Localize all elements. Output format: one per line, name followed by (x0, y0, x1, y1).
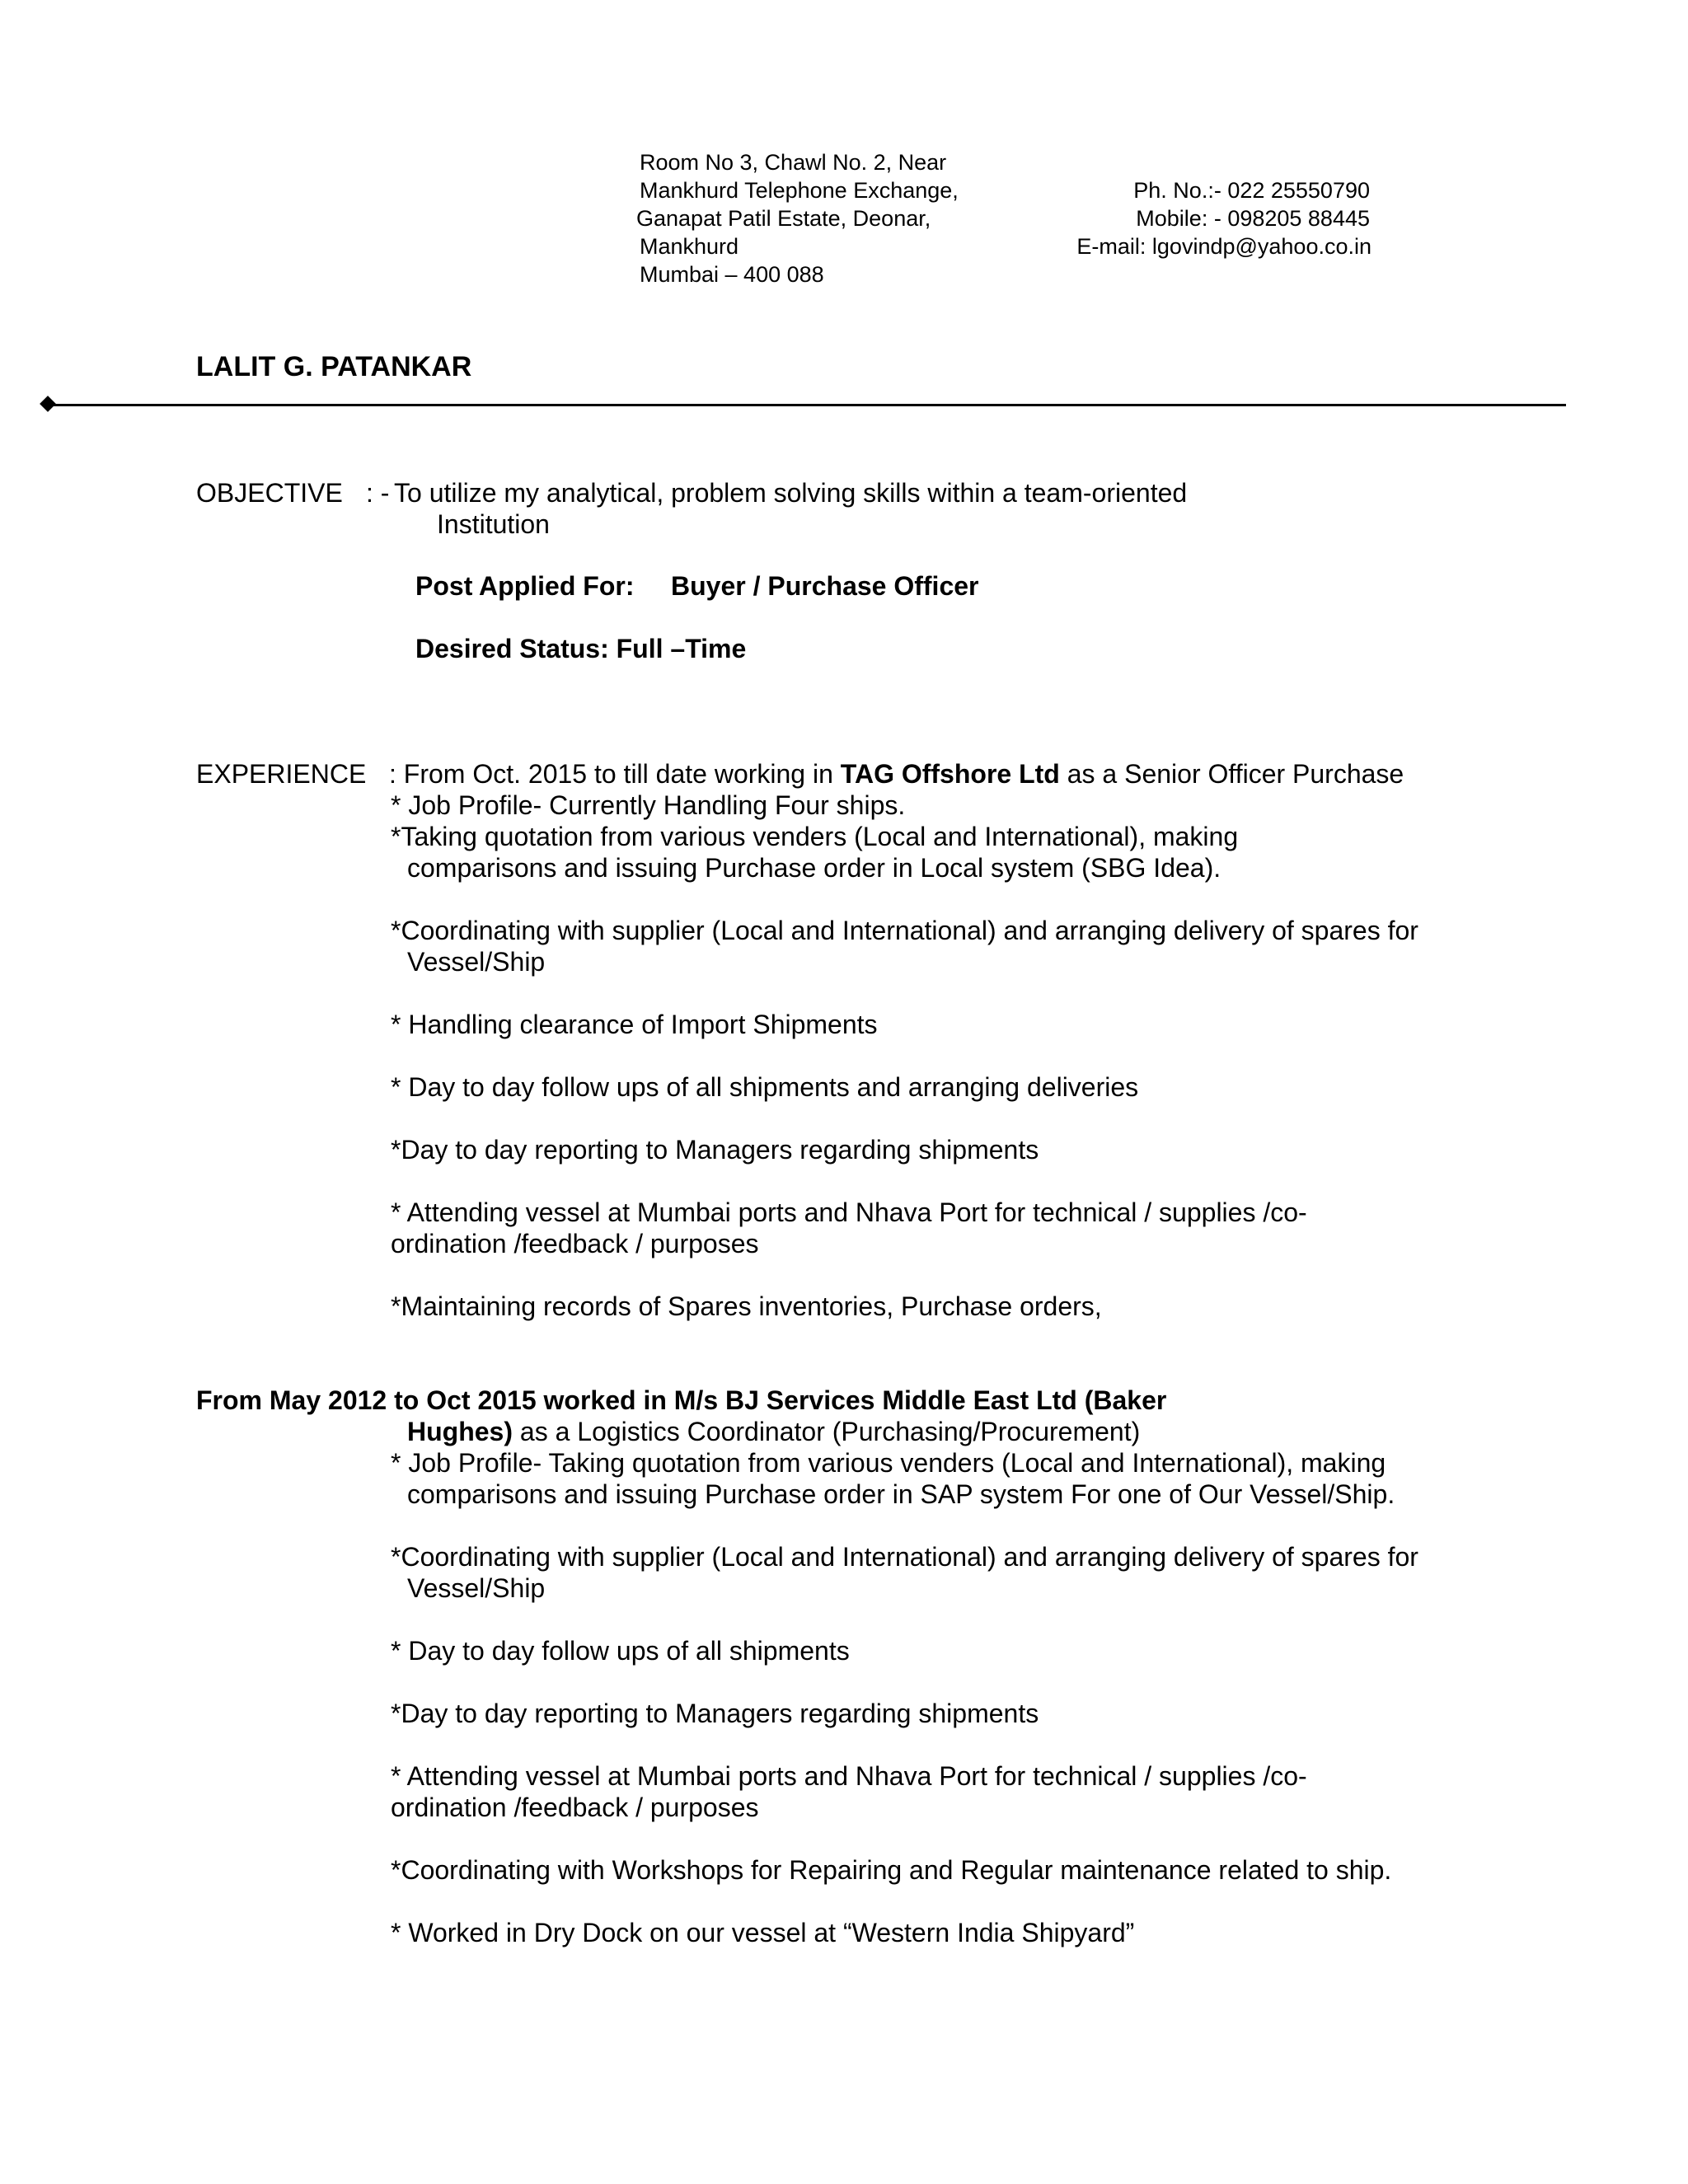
job2-line: * Attending vessel at Mumbai ports and Nhava Port for technical / supplies /co- (391, 1761, 1307, 1791)
job1-line: comparisons and issuing Purchase order in Local system (SBG Idea). (407, 853, 1221, 883)
objective-text-line1: To utilize my analytical, problem solving skills within a team-oriented (394, 478, 1188, 508)
job2-heading-line1: From May 2012 to Oct 2015 worked in M/s BJ Services Middle East Ltd (Baker (196, 1385, 1167, 1415)
job1-line: * Handling clearance of Import Shipments (391, 1010, 878, 1039)
job1-suffix: as a Senior Officer Purchase (1067, 759, 1404, 789)
job2-role: as a Logistics Coordinator (Purchasing/Procurement) (519, 1417, 1141, 1446)
address-line-5: Mumbai – 400 088 (640, 262, 824, 287)
job2-line: *Coordinating with Workshops for Repairing and Regular maintenance related to ship. (391, 1855, 1392, 1885)
email-address: E-mail: lgovindp@yahoo.co.in (1076, 234, 1372, 259)
job2-line: * Job Profile- Taking quotation from various venders (Local and International), making (391, 1448, 1386, 1478)
job1-line: *Day to day reporting to Managers regarding shipments (391, 1135, 1039, 1165)
job1-prefix: : From Oct. 2015 to till date working in (389, 759, 833, 789)
job1-line: *Coordinating with supplier (Local and International) and arranging delivery of spares for (391, 916, 1418, 945)
address-line-1: Room No 3, Chawl No. 2, Near (640, 150, 947, 175)
job2-line: ordination /feedback / purposes (391, 1793, 759, 1822)
objective-text-line2: Institution (437, 509, 550, 539)
post-applied-label: Post Applied For: (415, 571, 635, 601)
experience-label: EXPERIENCE (196, 759, 367, 789)
address-line-3: Ganapat Patil Estate, Deonar, (636, 206, 931, 231)
post-applied-value: Buyer / Purchase Officer (671, 571, 979, 601)
objective-separator: : - (366, 478, 390, 508)
mobile-number: Mobile: - 098205 88445 (1136, 206, 1370, 231)
job2-company-end: Hughes) (407, 1417, 513, 1446)
job1-line: *Maintaining records of Spares inventories, Purchase orders, (391, 1291, 1102, 1321)
address-line-4: Mankhurd (640, 234, 739, 259)
job1-line: * Job Profile- Currently Handling Four ships. (391, 790, 906, 820)
job2-heading-line2 (407, 1416, 1140, 1447)
address-line-2: Mankhurd Telephone Exchange, (640, 178, 959, 203)
job2-line: *Day to day reporting to Managers regarding shipments (391, 1699, 1039, 1728)
job1-line: * Day to day follow ups of all shipments and arranging deliveries (391, 1072, 1139, 1102)
job1-line: *Taking quotation from various venders (Local and International), making (391, 822, 1239, 851)
job1-company: TAG Offshore Ltd (840, 759, 1060, 789)
candidate-name: LALIT G. PATANKAR (196, 351, 472, 382)
job2-line: * Day to day follow ups of all shipments (391, 1636, 850, 1666)
phone-number: Ph. No.:- 022 25550790 (1133, 178, 1370, 203)
job2-line: *Coordinating with supplier (Local and International) and arranging delivery of spares for (391, 1542, 1418, 1572)
job1-heading (389, 758, 1404, 790)
job2-line: Vessel/Ship (407, 1573, 546, 1603)
job2-line: * Worked in Dry Dock on our vessel at “Western India Shipyard” (391, 1918, 1135, 1947)
header-rule (49, 404, 1566, 406)
desired-status: Desired Status: Full –Time (415, 634, 747, 663)
job1-line: Vessel/Ship (407, 947, 546, 977)
job2-line: comparisons and issuing Purchase order in SAP system For one of Our Vessel/Ship. (407, 1479, 1395, 1509)
objective-label: OBJECTIVE (196, 478, 343, 508)
job1-line: ordination /feedback / purposes (391, 1229, 759, 1258)
job1-line: * Attending vessel at Mumbai ports and Nhava Port for technical / supplies /co- (391, 1197, 1307, 1227)
